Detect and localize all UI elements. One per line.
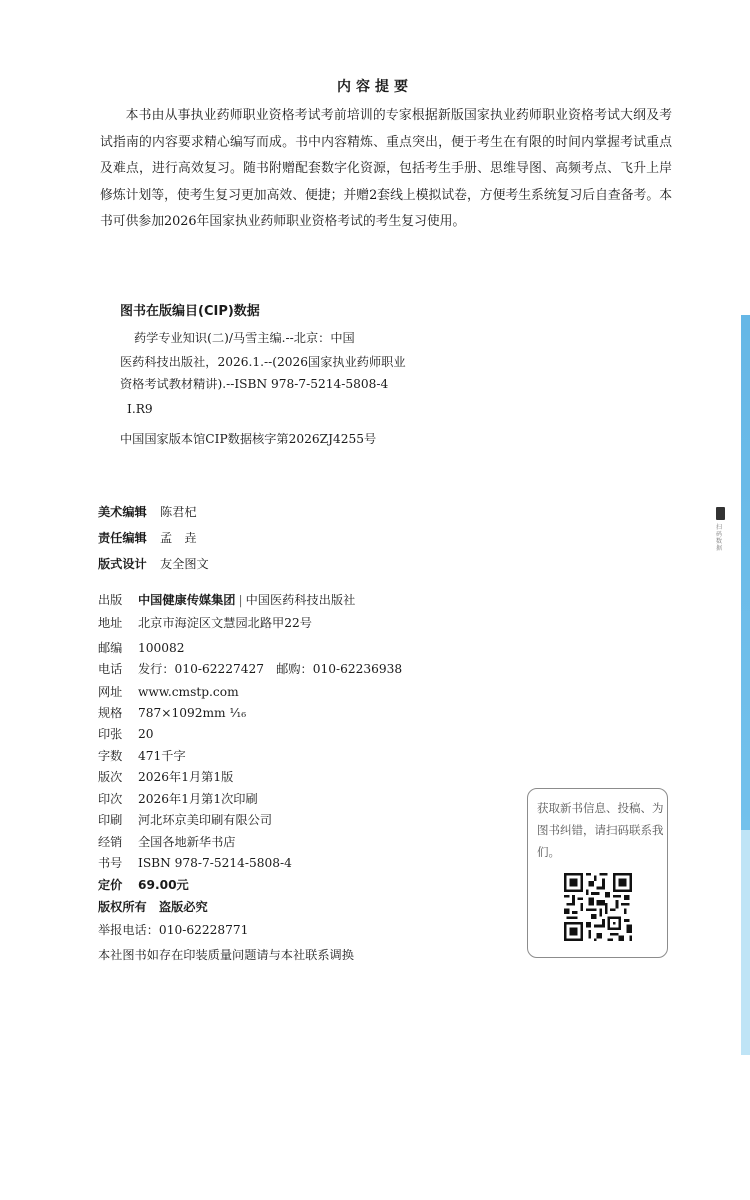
editor-name: 友全图文	[160, 557, 209, 571]
colophon-label: 地址	[98, 616, 123, 630]
colophon-label: 规格	[98, 706, 123, 720]
colophon-label: 印张	[98, 727, 123, 741]
edge-tab-label: 扫码 数据	[716, 524, 723, 552]
edge-light-band	[741, 830, 750, 1055]
colophon-row	[98, 660, 402, 678]
publisher-separator: |	[238, 593, 243, 607]
report-phone: 举报电话：010-62228771	[98, 923, 249, 937]
colophon-label: 版次	[98, 770, 123, 784]
colophon-value: 2026年1月第1版	[138, 770, 234, 784]
cip-line: 药学专业知识(二)/马雪主编.--北京：中国	[134, 331, 355, 345]
colophon-row	[98, 614, 312, 632]
editor-row	[98, 503, 197, 520]
price-value: 69.00元	[138, 878, 189, 892]
colophon-row	[98, 704, 246, 722]
cip-number: 中国国家版本馆CIP数据核字第2026ZJ4255号	[120, 432, 377, 446]
editor-label: 版式设计	[98, 557, 147, 571]
colophon-row	[98, 854, 292, 872]
colophon-value: 2026年1月第1次印刷	[138, 792, 258, 806]
editor-name: 陈君杞	[160, 505, 197, 519]
colophon-value: 20	[138, 727, 154, 741]
colophon-value: www.cmstp.com	[138, 685, 239, 699]
colophon-label: 电话	[98, 662, 123, 676]
colophon-value: 全国各地新华书店	[138, 835, 236, 849]
colophon-value: 河北环京美印刷有限公司	[138, 813, 273, 827]
editor-name: 孟 垚	[160, 531, 197, 545]
colophon-label: 出版	[98, 593, 123, 607]
colophon-row	[98, 833, 236, 851]
colophon-label: 印刷	[98, 813, 123, 827]
editor-row	[98, 529, 197, 546]
colophon-row	[98, 747, 186, 765]
colophon-row	[98, 790, 258, 808]
price-label: 定价	[98, 878, 123, 892]
summary-text	[100, 103, 672, 236]
colophon-value: 471千字	[138, 749, 186, 763]
colophon-label: 网址	[98, 685, 123, 699]
summary-title: 内容提要	[337, 79, 413, 95]
colophon-value: 发行：010-62227427 邮购：010-62236938	[138, 662, 403, 676]
colophon-row	[98, 811, 272, 829]
colophon-value: ISBN 978-7-5214-5808-4	[138, 856, 292, 870]
colophon-value: 787×1092mm ¹⁄₁₆	[138, 706, 247, 720]
colophon-label: 书号	[98, 856, 123, 870]
cip-line: 资格考试教材精讲).--ISBN 978-7-5214-5808-4	[120, 377, 389, 391]
colophon-value: 北京市海淀区文慧园北路甲22号	[138, 616, 312, 630]
qr-card-text: 获取新书信息、投稿、为图书纠错，请扫码联系我们。	[537, 801, 664, 859]
colophon-row	[98, 725, 154, 743]
quality-notice: 本社图书如存在印装质量问题请与本社联系调换	[98, 948, 354, 962]
editor-label: 责任编辑	[98, 531, 147, 545]
edge-tab-icon	[716, 507, 725, 520]
editor-label: 美术编辑	[98, 505, 147, 519]
cip-classification: Ⅰ.R9	[127, 402, 153, 416]
qr-code-icon[interactable]	[564, 873, 632, 941]
colophon-label: 印次	[98, 792, 123, 806]
copyright-notice: 版权所有 盗版必究	[98, 900, 208, 914]
colophon-publisher	[98, 591, 355, 609]
publisher-name: 中国医药科技出版社	[245, 593, 356, 607]
colophon-row	[98, 683, 239, 701]
colophon-row	[98, 639, 185, 657]
colophon-row	[98, 768, 233, 786]
cip-line: 医药科技出版社，2026.1.--(2026国家执业药师职业	[120, 355, 406, 369]
colophon-price	[98, 876, 189, 894]
colophon-label: 邮编	[98, 641, 123, 655]
colophon-label: 经销	[98, 835, 123, 849]
cip-title: 图书在版编目(CIP)数据	[120, 304, 260, 319]
colophon-value: 100082	[138, 641, 185, 655]
editor-row	[98, 555, 209, 572]
summary-paragraph: 本书由从事执业药师职业资格考试考前培训的专家根据新版国家执业药师职业资格考试大纲及考试指南的内容要求精心编写而成。书中内容精炼、重点突出，便于考生在有限的时间内掌握考试重点及难点，进行高效复习。随书附赠配套数字化资源，包括考生手册、思维导图、高频考点、飞升上岸修炼计划等，使考生复习更加高效、便捷；并赠2套线上模拟试卷，方便考生系统复习后自查备考。本书可供参加2026年国家执业药师职业资格考试的考生复习使用。	[100, 108, 672, 229]
publisher-group: 中国健康传媒集团	[138, 593, 236, 607]
colophon-label: 字数	[98, 749, 123, 763]
